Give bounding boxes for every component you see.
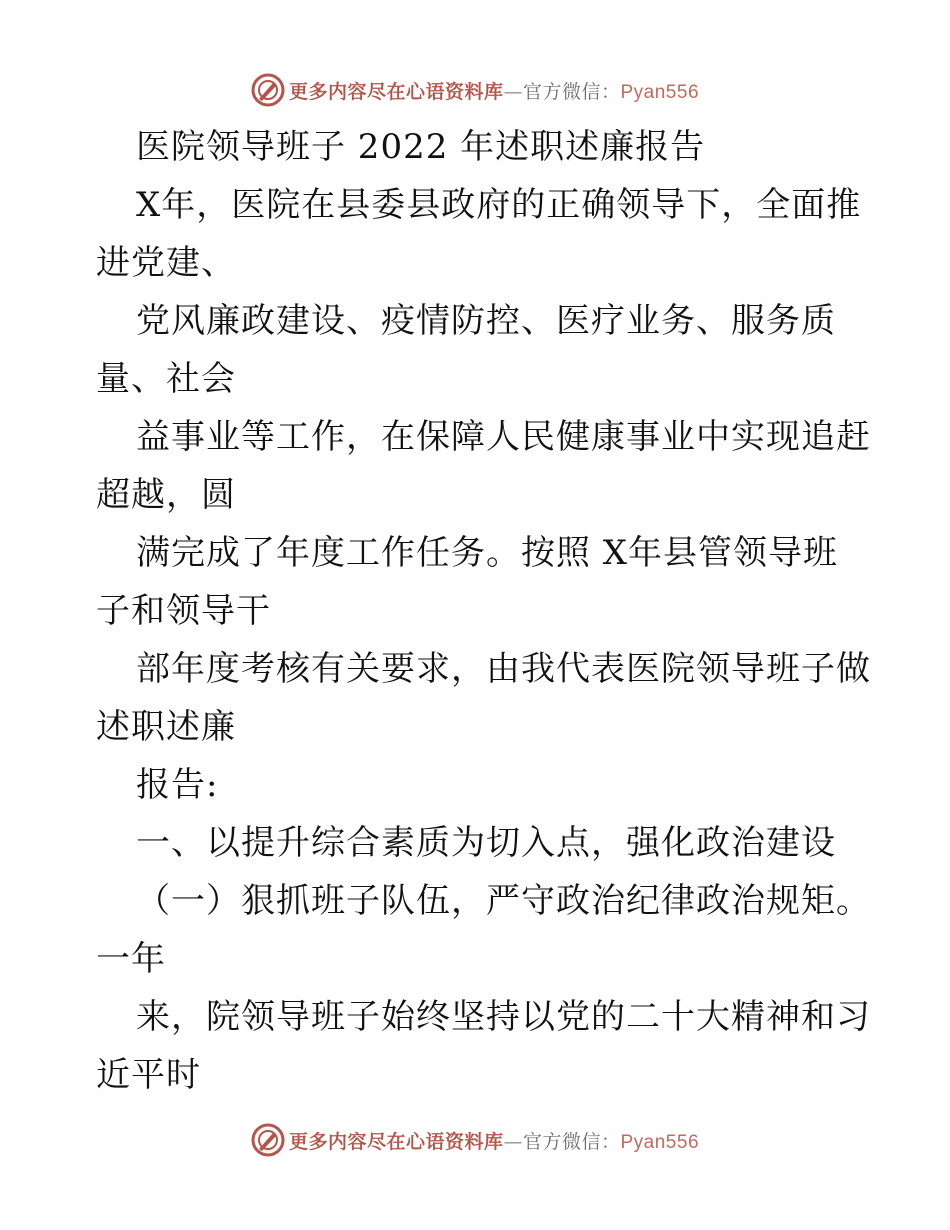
paragraph-line: 满完成了年度工作任务。按照 X年县管领导班 <box>136 533 839 573</box>
watermark-account: Pyan556 <box>620 1131 700 1153</box>
paragraph-line: 益事业等工作，在保障人民健康事业中实现追赶 <box>136 417 871 457</box>
watermark-wechat-label: 官方微信： <box>522 1130 621 1153</box>
document-title: 医院领导班子 2022 年述职述廉报告 <box>136 127 706 167</box>
seal-logo-icon <box>251 73 285 107</box>
footer-watermark <box>0 1120 950 1160</box>
document-body <box>96 118 871 1104</box>
watermark-brand: 更多内容尽在心语资料库 <box>288 1130 504 1153</box>
paragraph-line: 部年度考核有关要求，由我代表医院领导班子做 <box>136 649 871 689</box>
watermark-wechat-label: 官方微信： <box>522 80 621 103</box>
seal-logo-icon <box>251 1123 285 1157</box>
paragraph-line: 来，院领导班子始终坚持以党的二十大精神和习 <box>136 997 871 1037</box>
paragraph-line: 报告: <box>136 765 219 805</box>
paragraph-line: 子和领导干 <box>96 591 271 631</box>
section-heading: 一、以提升综合素质为切入点，强化政治建设 <box>136 823 836 863</box>
paragraph-line: X年，医院在县委县政府的正确领导下，全面推 <box>136 185 862 225</box>
paragraph-line: 述职述廉 <box>96 707 236 747</box>
paragraph-line: 党风廉政建设、疫情防控、医疗业务、服务质 <box>136 301 836 341</box>
paragraph-line: 一年 <box>96 939 166 979</box>
watermark-separator: — <box>503 1130 523 1153</box>
watermark-account: Pyan556 <box>620 81 700 103</box>
paragraph-line: 超越，圆 <box>96 475 236 515</box>
paragraph-line: 进党建、 <box>96 243 236 283</box>
subsection-heading: （一）狠抓班子队伍，严守政治纪律政治规矩。 <box>136 881 871 921</box>
watermark-brand: 更多内容尽在心语资料库 <box>288 80 504 103</box>
paragraph-line: 近平时 <box>96 1055 201 1095</box>
watermark-text <box>289 77 699 104</box>
watermark-separator: — <box>503 80 523 103</box>
header-watermark <box>0 70 950 110</box>
watermark-text <box>289 1127 699 1154</box>
paragraph-line: 量、社会 <box>96 359 236 399</box>
